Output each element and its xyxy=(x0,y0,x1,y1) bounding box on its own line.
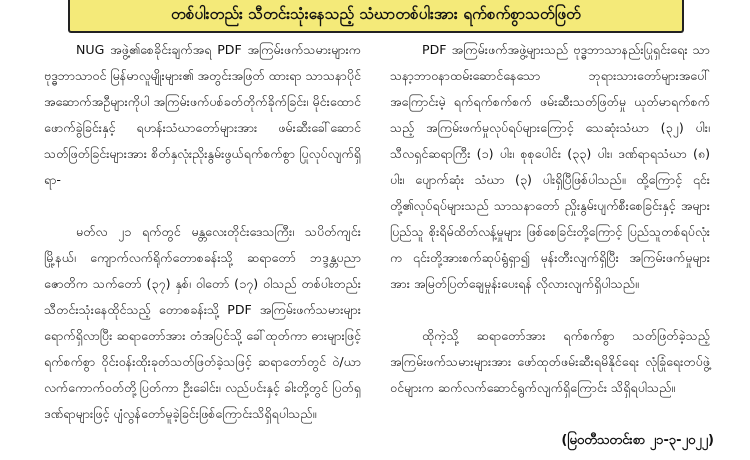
article-paragraph-4: ထိုကဲ့သို့ ဆရာတော်အား ရက်စက်စွာ သတ်ဖြတ်ခဲ့သည့် အကြမ်းဖက်သမားများအား ဖော်ထုတ်ဖမ်းဆီးရမိနိုင်ရေး လုံခြုံရေးတပ်ဖွဲ့ဝင်များက ဆက်လက်ဆောင်ရွက်လျက်ရှိကြောင်း သိရှိရပါသည်။ xyxy=(390,328,710,395)
right-column xyxy=(390,37,710,401)
left-column xyxy=(44,37,361,427)
headline-banner xyxy=(68,0,684,33)
article-paragraph-2: မတ်လ ၂၁ ရက်တွင် မန္တလေးတိုင်းဒေသကြီး၊ သပိတ်ကျင်းမြို့နယ်၊ ကျောက်လက်ရိုက်တောစခန်းသို့ ဆရာတော် ဘဒ္ဒန္တပညာဇောတိက သက်တော် (၃၇) နှစ်၊ ဝါတော် (၁၇) ဝါသည် တစ်ပါးတည်း သီတင်းသုံးနေထိုင်သည့် တောစခန်းသို့ PDF အကြမ်းဖက်သမားများ ရောက်ရှိလာပြီး ဆရာတော်အား တံအပြင်သို့ ခေါ်ထုတ်ကာ ဓားများဖြင့် ရက်စက်စွာ ဝိုင်းဝန်းထိုးခုတ်သတ်ဖြတ်ခဲ့သဖြင့် ဆရာတော်တွင် ဝဲ/ယာ လက်ကောက်ဝတ်တို့ပြတ်ကာ ဦးခေါင်း၊ လည်ပင်းနှင့် ခါးတို့တွင် ပြတ်ရှဒဏ်ရာများဖြင့် ပျံလွန်တော်မူခဲ့ခြင်းဖြစ်ကြောင်းသိရှိရပါသည်။ xyxy=(44,224,361,421)
article-paragraph-1: NUG အဖွဲ့၏စေခိုင်းချက်အရ PDF အကြမ်းဖက်သမားများက ဗုဒ္ဓဘာသာဝင် မြန်မာလူမျိုးများ၏ အတွင်းအဖြတ် ထားရာ သာသနာပိုင်အဆောက်အဦများကိုပါ အကြမ်းဖက်ပစ်ခတ်တိုက်ခိုက်ခြင်း၊ မိုင်းထောင်ဖောက်ခွဲခြင်းနှင့် ရဟန်းသံဃာတော်များအား ဖမ်းဆီးခေါ်ဆောင်သတ်ဖြတ်ခြင်းများအား စိတ်နှလုံးညိုးနွမ်းဖွယ်ရက်စက်စွာ ပြုလုပ်လျက်ရှိရာ- xyxy=(44,42,361,187)
source-attribution: (မြဝတီသတင်းစာ ၂၁-၃-၂၀၂၂) xyxy=(561,433,714,448)
article-paragraph-3: PDF အကြမ်းဖက်အဖွဲ့များသည် ဗုဒ္ဓဘာသာနည်းပြုရှင်းရေး သာသနာ့ဘာဝနာထမ်းဆောင်နေသော ဘုရားသားတော်များအပေါ် အကြောင်းမဲ့ ရက်ရက်စက်စက် ဖမ်းဆီးသတ်ဖြတ်မှု ယုတ်မာရက်စက်သည့် အကြမ်းဖက်မှုလုပ်ရပ်များကြောင့် သေဆုံးသံဃာ (၃၂) ပါး၊ သီလရှင်ဆရာကြီး (၁) ပါး၊ စုစုပေါင်း (၃၃) ပါး၊ ဒဏ်ရာရသံဃာ (၈) ပါး၊ ပျောက်ဆုံး သံဃာ (၃) ပါးရှိပြီဖြစ်ပါသည်။ ထို့ကြောင့် ၎င်းတို့၏လုပ်ရပ်များသည် သာသနာတော် ညှိုးနွမ်းပျက်စီးစေခြင်းနှင့် အများပြည်သူ စိုးရိမ်ထိတ်လန့်မှုများ ဖြစ်စေခြင်းတို့ကြောင့် ပြည်သူတစ်ရပ်လုံးက ၎င်းတို့အားစက်ဆုပ်ရွံရှာ၍ မုန်းတီးလျက်ရှိပြီး အကြမ်းဖက်မှုများအား အမြတ်ပြတ်ချေမှုန်းပေးရန် လိုလားလျက်ရှိပါသည်။ xyxy=(390,42,710,291)
headline: တစ်ပါးတည်း သီတင်းသုံးနေသည့် သံဃာတစ်ပါးအား ရက်စက်စွာသတ်ဖြတ် xyxy=(171,4,581,23)
